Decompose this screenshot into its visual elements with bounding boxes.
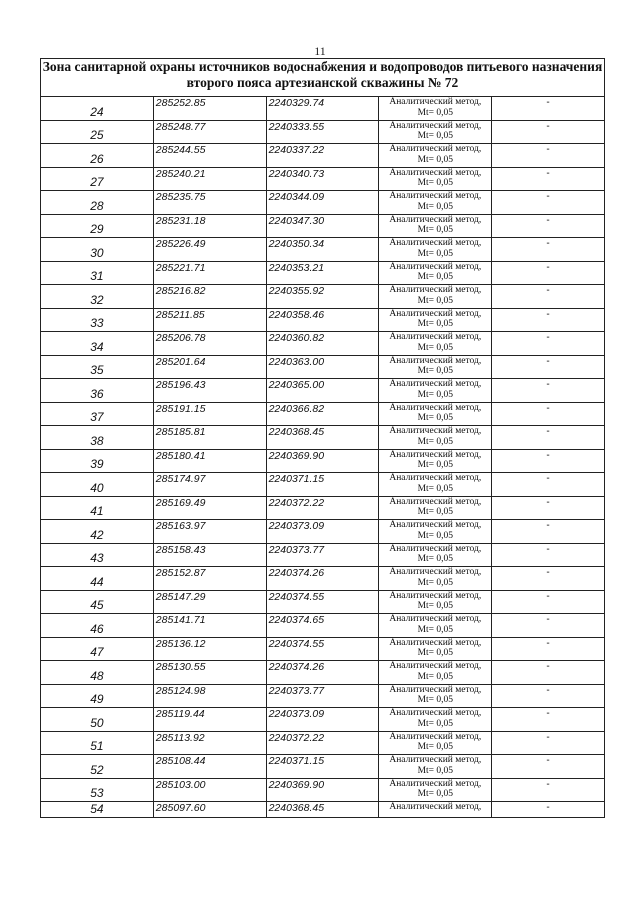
method-label: Аналитический метод, [389, 449, 482, 460]
description-cell: - [492, 379, 605, 403]
coord-x: 285119.44 [153, 708, 266, 732]
description-cell: - [492, 473, 605, 497]
coord-x: 285191.15 [153, 402, 266, 426]
method-accuracy: Mt= 0,05 [417, 272, 454, 282]
method-label: Аналитический метод, [389, 543, 482, 554]
table-row [41, 590, 605, 614]
method-cell [379, 97, 492, 121]
description-cell: - [492, 191, 605, 215]
description-cell: - [492, 520, 605, 544]
coord-x: 285136.12 [153, 637, 266, 661]
coord-y: 2240374.65 [266, 614, 379, 638]
coord-y: 2240374.55 [266, 637, 379, 661]
method-label: Аналитический метод, [389, 191, 482, 201]
method-cell [379, 684, 492, 708]
point-number: 52 [41, 755, 154, 779]
method-accuracy: Mt= 0,05 [417, 718, 454, 729]
description-cell: - [492, 332, 605, 356]
description-cell: - [492, 238, 605, 262]
coord-x: 285248.77 [153, 120, 266, 144]
method-cell [379, 543, 492, 567]
method-accuracy: Mt= 0,05 [417, 107, 454, 118]
point-number: 29 [41, 214, 154, 238]
table-row [41, 402, 605, 426]
method-label: Аналитический метод, [389, 144, 482, 154]
table-row [41, 778, 605, 802]
description-cell: - [492, 802, 605, 818]
coord-y: 2240353.21 [266, 261, 379, 285]
description-cell: - [492, 449, 605, 473]
method-cell [379, 120, 492, 144]
coord-x: 285231.18 [153, 214, 266, 238]
description-cell: - [492, 285, 605, 309]
method-cell [379, 191, 492, 215]
method-cell [379, 802, 492, 818]
coord-y: 2240372.22 [266, 731, 379, 755]
coord-y: 2240344.09 [266, 191, 379, 215]
method-cell [379, 332, 492, 356]
point-number: 40 [41, 473, 154, 497]
table-row [41, 614, 605, 638]
point-number: 51 [41, 731, 154, 755]
description-cell: - [492, 355, 605, 379]
method-label: Аналитический метод, [389, 708, 482, 718]
point-number: 39 [41, 449, 154, 473]
table-title-row [41, 59, 605, 97]
coord-x: 285174.97 [153, 473, 266, 497]
coord-x: 285216.82 [153, 285, 266, 309]
method-accuracy: Mt= 0,05 [417, 342, 454, 353]
coord-y: 2240333.55 [266, 120, 379, 144]
coord-y: 2240329.74 [266, 97, 379, 121]
table-row [41, 426, 605, 450]
table-row [41, 449, 605, 473]
table-row [41, 261, 605, 285]
description-cell: - [492, 661, 605, 685]
method-cell [379, 731, 492, 755]
method-cell [379, 308, 492, 332]
point-number: 47 [41, 637, 154, 661]
method-label: Аналитический метод, [389, 308, 482, 319]
coord-y: 2240355.92 [266, 285, 379, 309]
method-label: Аналитический метод, [389, 637, 482, 648]
method-label: Аналитический метод, [389, 590, 482, 601]
table-row [41, 97, 605, 121]
coord-y: 2240360.82 [266, 332, 379, 356]
coord-y: 2240366.82 [266, 402, 379, 426]
point-number: 25 [41, 120, 154, 144]
method-label: Аналитический метод, [389, 778, 482, 789]
method-label: Аналитический метод, [389, 520, 482, 530]
method-accuracy: Mt= 0,05 [417, 178, 454, 188]
table-row [41, 308, 605, 332]
coord-y: 2240369.90 [266, 778, 379, 802]
coord-y: 2240347.30 [266, 214, 379, 238]
method-label: Аналитический метод, [389, 332, 482, 342]
point-number: 35 [41, 355, 154, 379]
method-label: Аналитический метод, [389, 355, 482, 366]
method-label: Аналитический метод, [389, 731, 482, 742]
coord-x: 285244.55 [153, 144, 266, 168]
method-accuracy: Mt= 0,05 [417, 413, 454, 423]
point-number: 43 [41, 543, 154, 567]
description-cell: - [492, 402, 605, 426]
table-body [41, 59, 605, 818]
method-accuracy: Mt= 0,05 [417, 765, 454, 776]
coord-x: 285097.60 [153, 802, 266, 818]
method-cell [379, 144, 492, 168]
method-accuracy: Mt= 0,05 [417, 624, 454, 635]
point-number: 54 [41, 802, 154, 818]
coord-y: 2240337.22 [266, 144, 379, 168]
table-row [41, 191, 605, 215]
method-accuracy: Mt= 0,05 [417, 648, 454, 658]
table-row [41, 661, 605, 685]
coord-y: 2240371.15 [266, 473, 379, 497]
point-number: 45 [41, 590, 154, 614]
coord-y: 2240374.26 [266, 661, 379, 685]
point-number: 30 [41, 238, 154, 262]
coord-x: 285196.43 [153, 379, 266, 403]
description-cell: - [492, 708, 605, 732]
method-accuracy: Mt= 0,05 [417, 201, 454, 212]
description-cell: - [492, 426, 605, 450]
table-row [41, 637, 605, 661]
description-cell: - [492, 590, 605, 614]
coord-y: 2240373.77 [266, 684, 379, 708]
method-cell [379, 614, 492, 638]
point-number: 24 [41, 97, 154, 121]
method-accuracy: Mt= 0,05 [417, 577, 454, 588]
page-number: 11 [314, 44, 326, 58]
method-cell [379, 214, 492, 238]
coord-x: 285252.85 [153, 97, 266, 121]
coord-x: 285169.49 [153, 496, 266, 520]
method-cell [379, 496, 492, 520]
table-title-line-1: Зона санитарной охраны источников водоснабжения и водопроводов питьевого назначения [42, 59, 603, 74]
point-number: 26 [41, 144, 154, 168]
table-title [41, 59, 605, 97]
method-label: Аналитический метод, [389, 402, 482, 413]
coord-x: 285185.81 [153, 426, 266, 450]
method-label: Аналитический метод, [389, 661, 482, 671]
method-label: Аналитический метод, [389, 167, 482, 178]
table-row [41, 120, 605, 144]
method-accuracy: Mt= 0,05 [417, 248, 454, 259]
method-label: Аналитический метод, [389, 755, 482, 765]
table-row [41, 355, 605, 379]
method-accuracy: Mt= 0,05 [417, 366, 454, 376]
method-cell [379, 238, 492, 262]
method-cell [379, 167, 492, 191]
table-row [41, 473, 605, 497]
coord-x: 285240.21 [153, 167, 266, 191]
method-cell [379, 379, 492, 403]
description-cell: - [492, 496, 605, 520]
description-cell: - [492, 684, 605, 708]
method-cell [379, 426, 492, 450]
table-row [41, 567, 605, 591]
method-accuracy: Mt= 0,05 [417, 319, 454, 329]
coord-y: 2240365.00 [266, 379, 379, 403]
table-row [41, 543, 605, 567]
point-number: 49 [41, 684, 154, 708]
method-cell [379, 449, 492, 473]
point-number: 53 [41, 778, 154, 802]
method-label: Аналитический метод, [389, 614, 482, 624]
coord-y: 2240368.45 [266, 802, 379, 818]
coord-y: 2240373.09 [266, 708, 379, 732]
description-cell: - [492, 614, 605, 638]
table-row [41, 520, 605, 544]
coord-x: 285201.64 [153, 355, 266, 379]
method-accuracy: Mt= 0,05 [417, 742, 454, 752]
method-label: Аналитический метод, [389, 426, 482, 436]
point-number: 36 [41, 379, 154, 403]
method-label: Аналитический метод, [389, 214, 482, 225]
table-row [41, 496, 605, 520]
method-accuracy: Mt= 0,05 [417, 436, 454, 447]
coord-y: 2240340.73 [266, 167, 379, 191]
method-cell [379, 520, 492, 544]
method-accuracy: Mt= 0,05 [417, 483, 454, 494]
method-accuracy: Mt= 0,05 [417, 601, 454, 611]
point-number: 27 [41, 167, 154, 191]
method-cell [379, 661, 492, 685]
method-label: Аналитический метод, [389, 684, 482, 695]
method-accuracy: Mt= 0,05 [417, 671, 454, 682]
table-row [41, 167, 605, 191]
coord-y: 2240358.46 [266, 308, 379, 332]
table-row [41, 802, 605, 818]
description-cell: - [492, 731, 605, 755]
table-row [41, 731, 605, 755]
table-row [41, 238, 605, 262]
method-cell [379, 590, 492, 614]
point-number: 31 [41, 261, 154, 285]
method-label: Аналитический метод, [389, 473, 482, 483]
coord-x: 285180.41 [153, 449, 266, 473]
description-cell: - [492, 567, 605, 591]
description-cell: - [492, 637, 605, 661]
coord-y: 2240373.77 [266, 543, 379, 567]
method-label: Аналитический метод, [389, 379, 482, 389]
coord-y: 2240372.22 [266, 496, 379, 520]
point-number: 28 [41, 191, 154, 215]
point-number: 34 [41, 332, 154, 356]
description-cell: - [492, 120, 605, 144]
method-label: Аналитический метод, [389, 496, 482, 507]
coord-y: 2240371.15 [266, 755, 379, 779]
method-label: Аналитический метод, [389, 238, 482, 248]
method-label: Аналитический метод, [389, 802, 482, 812]
method-cell [379, 567, 492, 591]
point-number: 41 [41, 496, 154, 520]
description-cell: - [492, 261, 605, 285]
table-row [41, 684, 605, 708]
method-label: Аналитический метод, [389, 261, 482, 272]
method-cell [379, 708, 492, 732]
coord-x: 285206.78 [153, 332, 266, 356]
coord-y: 2240350.34 [266, 238, 379, 262]
method-accuracy: Mt= 0,05 [417, 554, 454, 564]
coord-x: 285221.71 [153, 261, 266, 285]
coord-x: 285141.71 [153, 614, 266, 638]
method-cell [379, 778, 492, 802]
table-title-line-2: второго пояса артезианской скважины № 72 [186, 75, 459, 90]
coord-x: 285130.55 [153, 661, 266, 685]
coord-x: 285103.00 [153, 778, 266, 802]
coord-x: 285226.49 [153, 238, 266, 262]
method-accuracy: Mt= 0,05 [417, 389, 454, 400]
coord-x: 285235.75 [153, 191, 266, 215]
method-accuracy: Mt= 0,05 [417, 695, 454, 705]
description-cell: - [492, 755, 605, 779]
point-number: 50 [41, 708, 154, 732]
method-accuracy: Mt= 0,05 [417, 530, 454, 541]
coord-x: 285113.92 [153, 731, 266, 755]
point-number: 32 [41, 285, 154, 309]
coord-x: 285124.98 [153, 684, 266, 708]
method-accuracy: Mt= 0,05 [417, 131, 454, 141]
description-cell: - [492, 308, 605, 332]
method-accuracy: Mt= 0,05 [417, 295, 454, 306]
method-cell [379, 637, 492, 661]
description-cell: - [492, 97, 605, 121]
coordinates-table [40, 58, 605, 818]
method-accuracy: Mt= 0,05 [417, 154, 454, 165]
method-label: Аналитический метод, [389, 285, 482, 295]
coord-y: 2240368.45 [266, 426, 379, 450]
coord-x: 285211.85 [153, 308, 266, 332]
method-label: Аналитический метод, [389, 567, 482, 577]
table-row [41, 332, 605, 356]
method-cell [379, 755, 492, 779]
coord-x: 285152.87 [153, 567, 266, 591]
coord-y: 2240363.00 [266, 355, 379, 379]
table-row [41, 379, 605, 403]
point-number: 33 [41, 308, 154, 332]
coord-y: 2240373.09 [266, 520, 379, 544]
table-row [41, 708, 605, 732]
coord-x: 285163.97 [153, 520, 266, 544]
coord-y: 2240369.90 [266, 449, 379, 473]
table-row [41, 285, 605, 309]
table-row [41, 755, 605, 779]
point-number: 37 [41, 402, 154, 426]
coord-y: 2240374.55 [266, 590, 379, 614]
description-cell: - [492, 214, 605, 238]
point-number: 42 [41, 520, 154, 544]
description-cell: - [492, 144, 605, 168]
method-cell [379, 402, 492, 426]
method-cell [379, 261, 492, 285]
method-accuracy: Mt= 0,05 [417, 225, 454, 235]
description-cell: - [492, 543, 605, 567]
method-cell [379, 285, 492, 309]
point-number: 46 [41, 614, 154, 638]
method-label: Аналитический метод, [389, 97, 482, 107]
method-label: Аналитический метод, [389, 120, 482, 131]
description-cell: - [492, 778, 605, 802]
method-cell [379, 473, 492, 497]
coord-x: 285158.43 [153, 543, 266, 567]
method-accuracy: Mt= 0,05 [417, 460, 454, 470]
point-number: 38 [41, 426, 154, 450]
table-row [41, 144, 605, 168]
description-cell: - [492, 167, 605, 191]
coord-x: 285147.29 [153, 590, 266, 614]
coord-y: 2240374.26 [266, 567, 379, 591]
point-number: 48 [41, 661, 154, 685]
method-accuracy: Mt= 0,05 [417, 789, 454, 799]
method-accuracy: Mt= 0,05 [417, 507, 454, 517]
point-number: 44 [41, 567, 154, 591]
method-cell [379, 355, 492, 379]
table-row [41, 214, 605, 238]
coord-x: 285108.44 [153, 755, 266, 779]
